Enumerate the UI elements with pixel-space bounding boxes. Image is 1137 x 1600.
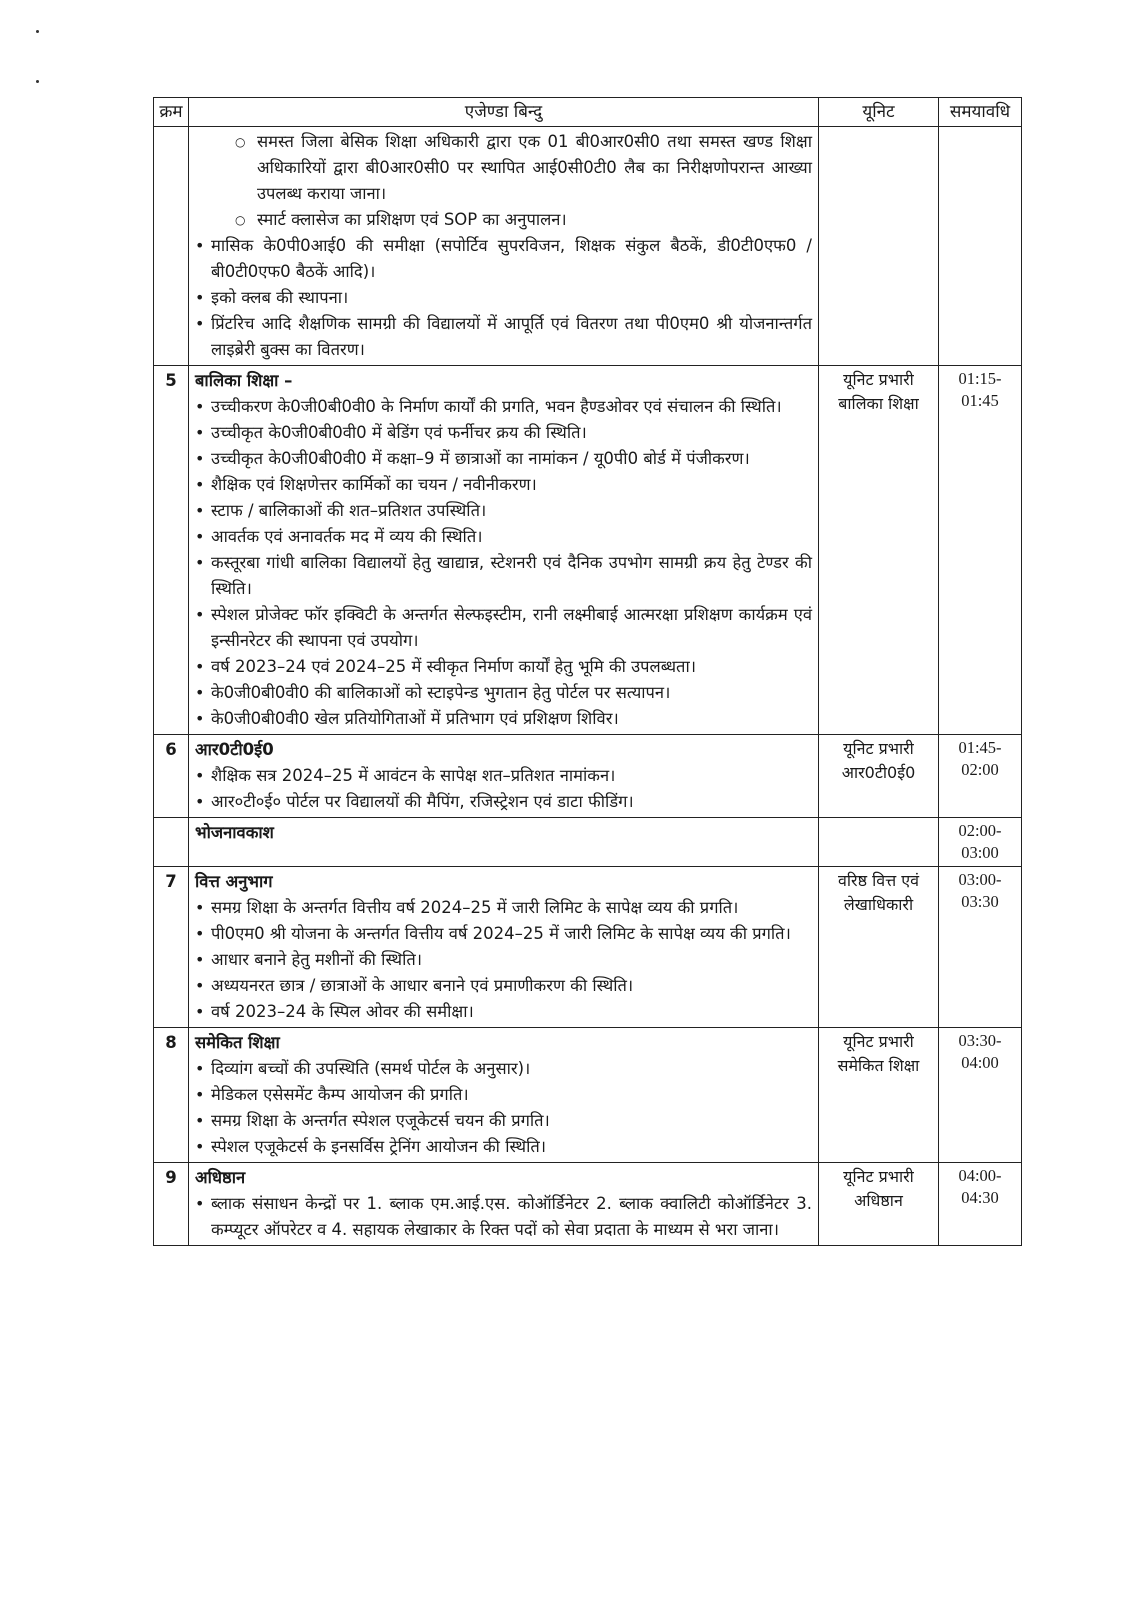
time-end: 03:30: [961, 892, 999, 911]
agenda-table: [153, 97, 1022, 1246]
list-item: • पी0एम0 श्री योजना के अन्तर्गत वित्तीय वर्ष 2024–25 में जारी लिमिट के सापेक्ष व्यय की प्रगति।: [195, 921, 812, 947]
unit-line2: अधिष्ठान: [854, 1191, 903, 1210]
list-item: • कस्तूरबा गांधी बालिका विद्यालयों हेतु खाद्यान्न, स्टेशनरी एवं दैनिक उपभोग सामग्री क्रय हेतु टेण्डर की स्थिति।: [195, 550, 812, 602]
agenda-cell: [189, 867, 819, 1028]
serial-cell: 5: [154, 366, 189, 735]
header-unit: यूनिट: [819, 98, 939, 127]
list-item: • वर्ष 2023–24 एवं 2024–25 में स्वीकृत निर्माण कार्यों हेतु भूमि की उपलब्धता।: [195, 654, 812, 680]
list-item: • समग्र शिक्षा के अन्तर्गत स्पेशल एजूकेटर्स चयन की प्रगति।: [195, 1108, 812, 1134]
list-item: • इको क्लब की स्थापना।: [195, 285, 812, 311]
list-item: • आर०टी०ई० पोर्टल पर विद्यालयों की मैपिंग, रजिस्ट्रेशन एवं डाटा फीडिंग।: [195, 789, 812, 815]
serial-cell: [154, 127, 189, 366]
list-item: • मेडिकल एसेसमेंट कैम्प आयोजन की प्रगति।: [195, 1082, 812, 1108]
sub-item: ○ स्मार्ट क्लासेज का प्रशिक्षण एवं SOP का अनुपालन।: [235, 207, 812, 233]
unit-cell: [819, 867, 939, 1028]
header-serial: क्रम: [154, 98, 189, 127]
time-start: 03:00-: [958, 870, 1002, 889]
list-item: • प्रिंटरिच आदि शैक्षणिक सामग्री की विद्यालयों में आपूर्ति एवं वितरण तथा पी0एम0 श्री योजनान्तर्गत लाइब्रेरी बुक्स का वितरण।: [195, 311, 812, 363]
section-title: समेकित शिक्षा: [195, 1033, 280, 1052]
item-list: [195, 895, 812, 1025]
time-end: 01:45: [961, 391, 999, 410]
item-list: [195, 394, 812, 732]
agenda-cell: [189, 1028, 819, 1163]
section-title: भोजनावकाश: [195, 823, 274, 842]
time-start: 01:15-: [958, 369, 1002, 388]
sub-item-list: [195, 129, 812, 233]
time-end: 03:00: [961, 843, 999, 862]
agenda-cell: [189, 127, 819, 366]
serial-cell: 9: [154, 1163, 189, 1246]
unit-line1: यूनिट प्रभारी: [843, 1032, 914, 1051]
table-row: [154, 1028, 1022, 1163]
list-item: • आधार बनाने हेतु मशीनों की स्थिति।: [195, 947, 812, 973]
list-item: • वर्ष 2023–24 के स्पिल ओवर की समीक्षा।: [195, 999, 812, 1025]
agenda-cell: [189, 1163, 819, 1246]
list-item: • आवर्तक एवं अनावर्तक मद में व्यय की स्थिति।: [195, 524, 812, 550]
table-row-continuation: [154, 127, 1022, 366]
section-title: बालिका शिक्षा –: [195, 371, 293, 390]
time-end: 02:00: [961, 760, 999, 779]
list-item: • उच्चीकृत के0जी0बी0वी0 में कक्षा–9 में छात्राओं का नामांकन / यू0पी0 बोर्ड में पंजीकरण।: [195, 446, 812, 472]
agenda-cell: [189, 818, 819, 867]
time-cell: [939, 127, 1022, 366]
list-item: • स्पेशल प्रोजेक्ट फॉर इक्विटी के अन्तर्गत सेल्फइस्टीम, रानी लक्ष्मीबाई आत्मरक्षा प्रशिक्षण कार्यक्रम एवं इन्सीनरेटर की स्थापना एवं उपयोग।: [195, 602, 812, 654]
item-list: [195, 1056, 812, 1160]
scan-speck: [36, 80, 39, 83]
unit-cell: [819, 1028, 939, 1163]
list-item: • मासिक के0पी0आई0 की समीक्षा (सपोर्टिव सुपरविजन, शिक्षक संकुल बैठकें, डी0टी0एफ0 / बी0टी0एफ0 बैठकें आदि)।: [195, 233, 812, 285]
item-list: [195, 1191, 812, 1243]
sub-item: ○ समस्त जिला बेसिक शिक्षा अधिकारी द्वारा एक 01 बी0आर0सी0 तथा समस्त खण्ड शिक्षा अधिकारियों द्वारा बी0आर0सी0 पर स्थापित आई0सी0टी0 लैब का निरीक्षणोपरान्त आख्या उपलब्ध कराया जाना।: [235, 129, 812, 207]
serial-cell: 7: [154, 867, 189, 1028]
list-item: • ब्लाक संसाधन केन्द्रों पर 1. ब्लाक एम.आई.एस. कोऑर्डिनेटर 2. ब्लाक क्वालिटी कोऑर्डिनेटर 3. कम्प्यूटर ऑपरेटर व 4. सहायक लेखाकार के रिक्त पदों को सेवा प्रदाता के माध्यम से भरा जाना।: [195, 1191, 812, 1243]
time-start: 01:45-: [958, 738, 1002, 757]
list-item: • उच्चीकरण के0जी0बी0वी0 के निर्माण कार्यों की प्रगति, भवन हैण्डओवर एवं संचालन की स्थिति।: [195, 394, 812, 420]
unit-line2: समेकित शिक्षा: [837, 1056, 920, 1075]
list-item: • समग्र शिक्षा के अन्तर्गत वित्तीय वर्ष 2024–25 में जारी लिमिट के सापेक्ष व्यय की प्रगति।: [195, 895, 812, 921]
agenda-rows: [154, 366, 1022, 1246]
table-row: [154, 366, 1022, 735]
list-item: • स्टाफ / बालिकाओं की शत–प्रतिशत उपस्थिति।: [195, 498, 812, 524]
serial-cell: 6: [154, 735, 189, 818]
list-item: • शैक्षिक एवं शिक्षणेत्तर कार्मिकों का चयन / नवीनीकरण।: [195, 472, 812, 498]
list-item: • शैक्षिक सत्र 2024–25 में आवंटन के सापेक्ष शत–प्रतिशत नामांकन।: [195, 763, 812, 789]
unit-line1: यूनिट प्रभारी: [843, 1167, 914, 1186]
time-end: 04:30: [961, 1188, 999, 1207]
time-cell: [939, 366, 1022, 735]
time-cell: [939, 818, 1022, 867]
unit-line2: आर0टी0ई0: [841, 763, 916, 782]
agenda-cell: [189, 735, 819, 818]
list-item: • अध्ययनरत छात्र / छात्राओं के आधार बनाने एवं प्रमाणीकरण की स्थिति।: [195, 973, 812, 999]
list-item: • उच्चीकृत के0जी0बी0वी0 में बेडिंग एवं फर्नीचर क्रय की स्थिति।: [195, 420, 812, 446]
section-title: आर0टी0ई0: [195, 740, 274, 759]
scan-speck: [36, 30, 39, 33]
time-start: 02:00-: [958, 821, 1002, 840]
time-cell: [939, 1028, 1022, 1163]
table-row: [154, 867, 1022, 1028]
unit-cell: [819, 735, 939, 818]
agenda-cell: [189, 366, 819, 735]
time-start: 03:30-: [958, 1031, 1002, 1050]
section-title: वित्त अनुभाग: [195, 872, 273, 891]
unit-line1: यूनिट प्रभारी: [843, 370, 914, 389]
time-cell: [939, 1163, 1022, 1246]
time-start: 04:00-: [958, 1166, 1002, 1185]
unit-cell: [819, 366, 939, 735]
unit-cell: [819, 127, 939, 366]
unit-line2: लेखाधिकारी: [843, 895, 914, 914]
unit-line2: बालिका शिक्षा: [838, 394, 919, 413]
table-row: [154, 1163, 1022, 1246]
unit-line1: वरिष्ठ वित्त एवं: [837, 871, 920, 890]
list-item: • के0जी0बी0वी0 खेल प्रतियोगिताओं में प्रतिभाग एवं प्रशिक्षण शिविर।: [195, 706, 812, 732]
item-list: [195, 233, 812, 363]
serial-cell: [154, 818, 189, 867]
time-cell: [939, 735, 1022, 818]
table-header-row: [154, 98, 1022, 127]
time-end: 04:00: [961, 1053, 999, 1072]
item-list: [195, 763, 812, 815]
table-row: [154, 735, 1022, 818]
header-duration: समयावधि: [939, 98, 1022, 127]
unit-line1: यूनिट प्रभारी: [843, 739, 914, 758]
header-agenda: एजेण्डा बिन्दु: [189, 98, 819, 127]
list-item: • स्पेशल एजूकेटर्स के इनसर्विस ट्रेनिंग आयोजन की स्थिति।: [195, 1134, 812, 1160]
list-item: • के0जी0बी0वी0 की बालिकाओं को स्टाइपेन्ड भुगतान हेतु पोर्टल पर सत्यापन।: [195, 680, 812, 706]
table-row: [154, 818, 1022, 867]
serial-cell: 8: [154, 1028, 189, 1163]
list-item: • दिव्यांग बच्चों की उपस्थिति (समर्थ पोर्टल के अनुसार)।: [195, 1056, 812, 1082]
unit-cell: [819, 1163, 939, 1246]
section-title: अधिष्ठान: [195, 1168, 246, 1187]
unit-cell: [819, 818, 939, 867]
time-cell: [939, 867, 1022, 1028]
